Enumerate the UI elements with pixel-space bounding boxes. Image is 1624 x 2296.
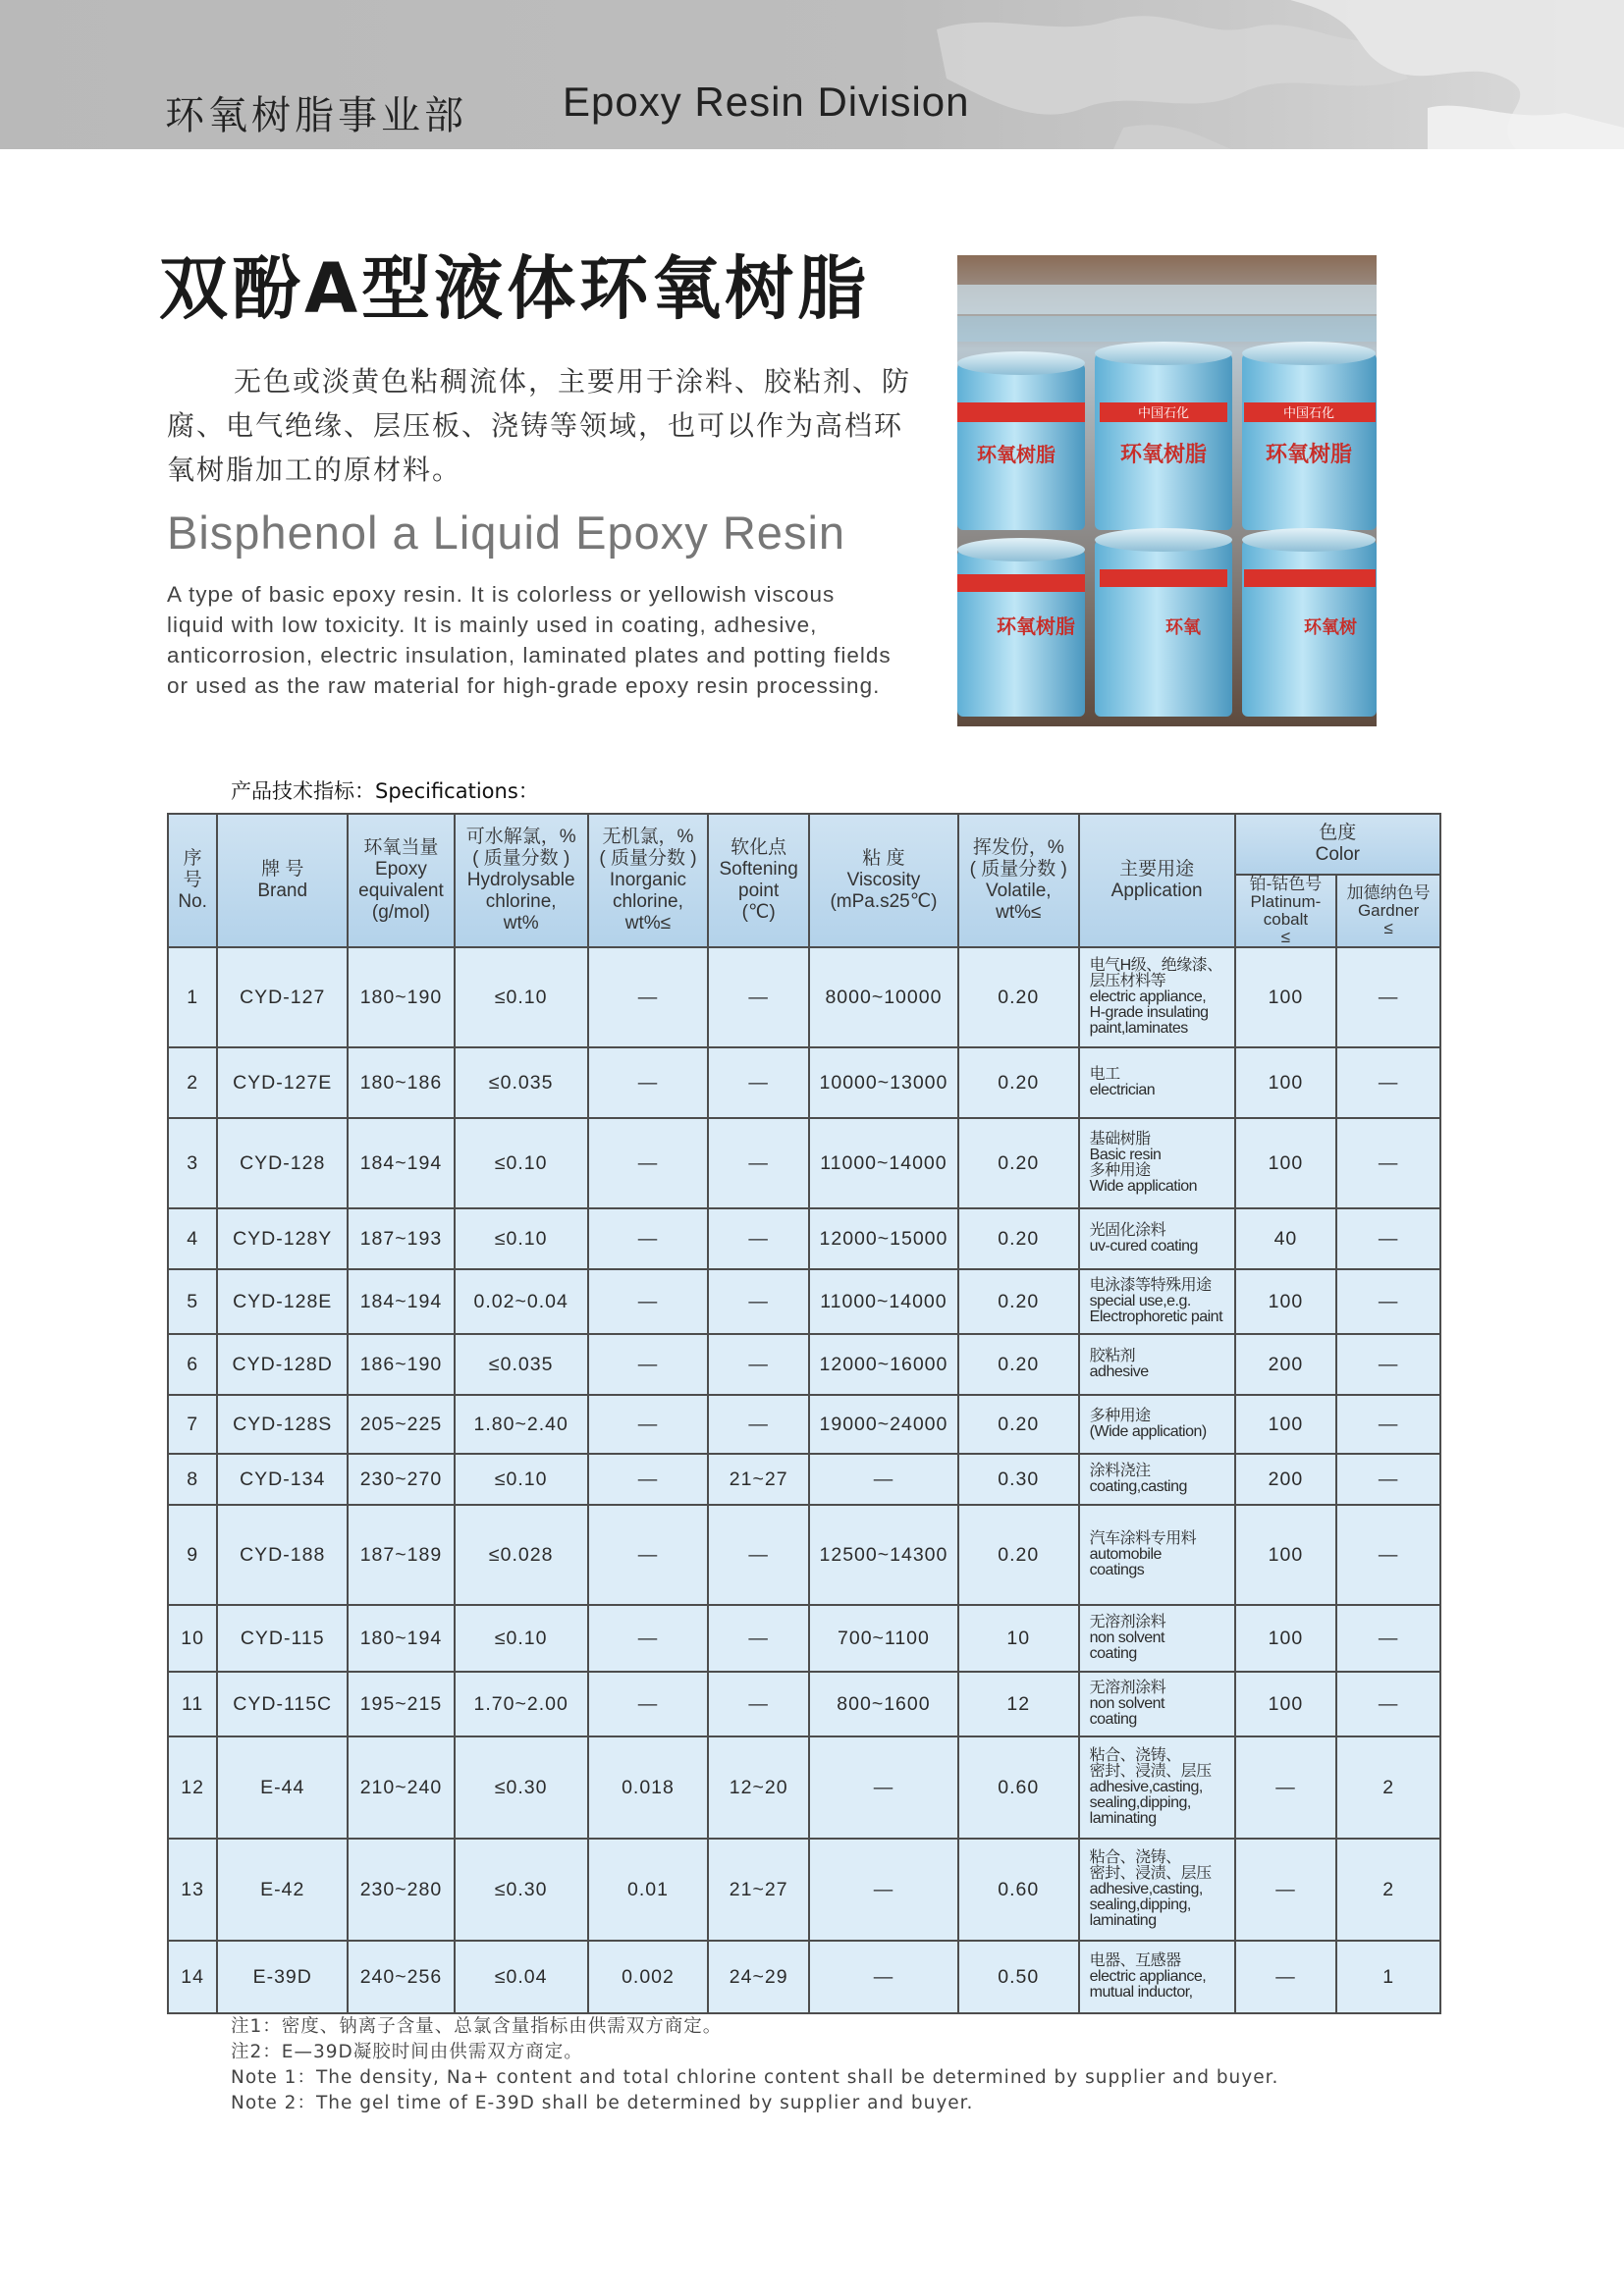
cell-soft: —: [708, 1505, 809, 1605]
cell-vol: 0.20: [958, 1118, 1079, 1208]
cell-brand: CYD-128: [217, 1118, 348, 1208]
svg-text:环氧树脂: 环氧树脂: [1265, 443, 1353, 467]
cell-inorg: 0.01: [588, 1839, 709, 1941]
cell-visc: 19000~24000: [809, 1395, 958, 1454]
cell-pt: —: [1235, 1839, 1337, 1941]
cell-gardner: —: [1336, 1395, 1440, 1454]
cell-soft: —: [708, 1047, 809, 1118]
cell-hydro: ≤0.10: [455, 1605, 588, 1672]
header-volatile: 挥发份，% ( 质量分数 ) Volatile, wt%≤: [958, 814, 1079, 947]
cell-epoxy: 240~256: [348, 1941, 455, 2013]
cell-no: 5: [168, 1269, 217, 1334]
spec-table: [167, 813, 1441, 2014]
cell-soft: —: [708, 1208, 809, 1269]
cell-no: 11: [168, 1672, 217, 1736]
cell-soft: 21~27: [708, 1839, 809, 1941]
cell-gardner: —: [1336, 1672, 1440, 1736]
table-row: [168, 1334, 1440, 1395]
cell-visc: 10000~13000: [809, 1047, 958, 1118]
cell-inorg: —: [588, 1395, 709, 1454]
cell-gardner: —: [1336, 1505, 1440, 1605]
cell-hydro: 1.70~2.00: [455, 1672, 588, 1736]
header-brand: 牌 号 Brand: [217, 814, 348, 947]
header-color: 色度 Color: [1235, 814, 1440, 875]
table-row: [168, 1736, 1440, 1839]
table-row: [168, 1454, 1440, 1505]
spec-label: 产品技术指标：Specifications：: [231, 779, 539, 803]
header-inorganic-chlorine: 无机氯，% ( 质量分数 ) Inorganic chlorine, wt%≤: [588, 814, 709, 947]
cell-pt: 100: [1235, 1505, 1337, 1605]
cell-inorg: —: [588, 1334, 709, 1395]
cell-inorg: —: [588, 1672, 709, 1736]
cell-epoxy: 195~215: [348, 1672, 455, 1736]
table-row: [168, 947, 1440, 1047]
note-1-en: Note 1：The density, Na+ content and total chlorine content shall be determined by supplier and buyer.: [231, 2067, 1279, 2088]
cell-epoxy: 186~190: [348, 1334, 455, 1395]
cell-gardner: —: [1336, 947, 1440, 1047]
world-map-decoration: [878, 0, 1624, 149]
cell-epoxy: 187~189: [348, 1505, 455, 1605]
cell-app: 无溶剂涂料 non solvent coating: [1079, 1672, 1235, 1736]
cell-gardner: —: [1336, 1269, 1440, 1334]
cell-no: 3: [168, 1118, 217, 1208]
division-name-cn: 环氧树脂事业部: [165, 93, 467, 138]
cell-hydro: 0.02~0.04: [455, 1269, 588, 1334]
cell-soft: —: [708, 1334, 809, 1395]
cell-hydro: ≤0.04: [455, 1941, 588, 2013]
cell-visc: 11000~14000: [809, 1118, 958, 1208]
cell-brand: E-42: [217, 1839, 348, 1941]
cell-pt: —: [1235, 1736, 1337, 1839]
cell-vol: 0.20: [958, 947, 1079, 1047]
table-row: [168, 1269, 1440, 1334]
cell-epoxy: 180~190: [348, 947, 455, 1047]
cell-epoxy: 180~194: [348, 1605, 455, 1672]
cell-brand: CYD-115C: [217, 1672, 348, 1736]
cell-inorg: —: [588, 1047, 709, 1118]
cell-epoxy: 205~225: [348, 1395, 455, 1454]
header-epoxy-equivalent: 环氧当量 Epoxy equivalent (g/mol): [348, 814, 455, 947]
cell-pt: 100: [1235, 1047, 1337, 1118]
cell-inorg: —: [588, 1454, 709, 1505]
header-gardner: 加德纳色号 Gardner ≤: [1336, 875, 1440, 947]
note-1-cn: 注1：密度、钠离子含量、总氯含量指标由供需双方商定。: [231, 2016, 723, 2037]
cell-brand: CYD-128E: [217, 1269, 348, 1334]
header-band: [0, 0, 1624, 149]
drum-brand-text: 中国石化: [1137, 406, 1190, 421]
cell-gardner: 1: [1336, 1941, 1440, 2013]
note-2-cn: 注2：E—39D凝胶时间由供需双方商定。: [231, 2042, 583, 2062]
cell-epoxy: 184~194: [348, 1269, 455, 1334]
cell-brand: CYD-128S: [217, 1395, 348, 1454]
cell-epoxy: 184~194: [348, 1118, 455, 1208]
cell-epoxy: 180~186: [348, 1047, 455, 1118]
cell-pt: 100: [1235, 1605, 1337, 1672]
cell-hydro: ≤0.10: [455, 947, 588, 1047]
cell-vol: 0.20: [958, 1395, 1079, 1454]
header-no: 序 号 No.: [168, 814, 217, 947]
cell-no: 4: [168, 1208, 217, 1269]
cell-gardner: 2: [1336, 1736, 1440, 1839]
cell-pt: 100: [1235, 1269, 1337, 1334]
cell-app: 涂料浇注 coating,casting: [1079, 1454, 1235, 1505]
cell-app: 电气H级、绝缘漆、 层压材料等 electric appliance, H-grade insulating paint,laminates: [1079, 947, 1235, 1047]
page-title: 双酚A型液体环氧树脂: [159, 248, 871, 329]
cell-app: 电器、互感器 electric appliance, mutual inductor,: [1079, 1941, 1235, 2013]
cell-no: 8: [168, 1454, 217, 1505]
cell-visc: 12000~15000: [809, 1208, 958, 1269]
cell-brand: CYD-128Y: [217, 1208, 348, 1269]
cell-soft: —: [708, 1269, 809, 1334]
cell-app: 基础树脂 Basic resin 多种用途 Wide application: [1079, 1118, 1235, 1208]
cell-no: 2: [168, 1047, 217, 1118]
cell-vol: 0.50: [958, 1941, 1079, 2013]
cell-vol: 0.20: [958, 1269, 1079, 1334]
division-name-en: Epoxy Resin Division: [563, 79, 970, 125]
cell-app: 电泳漆等特殊用途 special use,e.g. Electrophoretic paint: [1079, 1269, 1235, 1334]
spec-table-body: [168, 947, 1440, 2013]
cell-pt: 100: [1235, 1672, 1337, 1736]
cell-no: 1: [168, 947, 217, 1047]
cell-gardner: —: [1336, 1454, 1440, 1505]
cell-epoxy: 187~193: [348, 1208, 455, 1269]
table-row: [168, 1839, 1440, 1941]
cell-soft: 24~29: [708, 1941, 809, 2013]
cell-epoxy: 210~240: [348, 1736, 455, 1839]
cell-hydro: ≤0.30: [455, 1839, 588, 1941]
cell-gardner: —: [1336, 1605, 1440, 1672]
cell-app: 无溶剂涂料 non solvent coating: [1079, 1605, 1235, 1672]
cell-brand: CYD-127: [217, 947, 348, 1047]
cell-visc: 12500~14300: [809, 1505, 958, 1605]
cell-no: 10: [168, 1605, 217, 1672]
header-platinum-cobalt: 铂-钴色号 Platinum-cobalt ≤: [1235, 875, 1337, 947]
cell-pt: 100: [1235, 1118, 1337, 1208]
table-row: [168, 1941, 1440, 2013]
header-application: 主要用途 Application: [1079, 814, 1235, 947]
cell-soft: —: [708, 1672, 809, 1736]
intro-cn: 无色或淡黄色粘稠流体，主要用于涂料、胶粘剂、防腐、电气绝缘、层压板、浇铸等领域，也可以作为高档环氧树脂加工的原材料。: [167, 365, 912, 486]
cell-inorg: 0.018: [588, 1736, 709, 1839]
cell-hydro: ≤0.10: [455, 1454, 588, 1505]
cell-vol: 0.20: [958, 1047, 1079, 1118]
product-drums-photo: [957, 255, 1377, 726]
cell-pt: 40: [1235, 1208, 1337, 1269]
cell-epoxy: 230~270: [348, 1454, 455, 1505]
cell-visc: 800~1600: [809, 1672, 958, 1736]
table-row: [168, 1505, 1440, 1605]
cell-vol: 10: [958, 1605, 1079, 1672]
cell-soft: —: [708, 1395, 809, 1454]
svg-text:环氧树脂: 环氧树脂: [977, 443, 1056, 466]
svg-text:环氧树: 环氧树: [1304, 617, 1357, 638]
cell-app: 光固化涂料 uv-cured coating: [1079, 1208, 1235, 1269]
cell-inorg: —: [588, 1208, 709, 1269]
cell-epoxy: 230~280: [348, 1839, 455, 1941]
header-softening-point: 软化点 Softening point (℃): [708, 814, 809, 947]
cell-brand: CYD-115: [217, 1605, 348, 1672]
cell-gardner: —: [1336, 1118, 1440, 1208]
cell-hydro: ≤0.10: [455, 1118, 588, 1208]
cell-vol: 12: [958, 1672, 1079, 1736]
cell-soft: —: [708, 1605, 809, 1672]
cell-inorg: —: [588, 1505, 709, 1605]
cell-app: 电工 electrician: [1079, 1047, 1235, 1118]
cell-inorg: —: [588, 1269, 709, 1334]
cell-no: 13: [168, 1839, 217, 1941]
cell-no: 6: [168, 1334, 217, 1395]
cell-brand: CYD-134: [217, 1454, 348, 1505]
svg-text:环氧: 环氧: [1165, 617, 1201, 638]
cell-soft: —: [708, 947, 809, 1047]
cell-hydro: ≤0.035: [455, 1334, 588, 1395]
cell-app: 多种用途 (Wide application): [1079, 1395, 1235, 1454]
subtitle-en: Bisphenol a Liquid Epoxy Resin: [167, 507, 846, 559]
intro-en: A type of basic epoxy resin. It is colorless or yellowish viscous liquid with low toxicity. It is mainly used in coating, adhesive, anticorrosion, electric insulation, laminated plates and potting fields or used as the raw material for high-grade epoxy resin processing.: [167, 582, 892, 698]
header-hydrolysable-chlorine: 可水解氯，% ( 质量分数 ) Hydrolysable chlorine, wt%: [455, 814, 588, 947]
cell-pt: 100: [1235, 947, 1337, 1047]
cell-hydro: ≤0.028: [455, 1505, 588, 1605]
cell-gardner: 2: [1336, 1839, 1440, 1941]
cell-visc: —: [809, 1454, 958, 1505]
table-row: [168, 1395, 1440, 1454]
cell-vol: 0.60: [958, 1736, 1079, 1839]
note-2-en: Note 2：The gel time of E-39D shall be determined by supplier and buyer.: [231, 2093, 974, 2113]
cell-vol: 0.60: [958, 1839, 1079, 1941]
cell-hydro: ≤0.10: [455, 1208, 588, 1269]
notes: [231, 2014, 1278, 2116]
cell-vol: 0.20: [958, 1334, 1079, 1395]
cell-brand: E-39D: [217, 1941, 348, 2013]
cell-visc: 11000~14000: [809, 1269, 958, 1334]
table-row: [168, 1047, 1440, 1118]
cell-hydro: ≤0.035: [455, 1047, 588, 1118]
cell-pt: 100: [1235, 1395, 1337, 1454]
cell-visc: 12000~16000: [809, 1334, 958, 1395]
cell-visc: —: [809, 1839, 958, 1941]
cell-app: 胶粘剂 adhesive: [1079, 1334, 1235, 1395]
cell-inorg: 0.002: [588, 1941, 709, 2013]
cell-inorg: —: [588, 1118, 709, 1208]
cell-visc: 8000~10000: [809, 947, 958, 1047]
drum-label-text: 环氧树脂: [1119, 443, 1208, 467]
table-row: [168, 1605, 1440, 1672]
cell-soft: 12~20: [708, 1736, 809, 1839]
cell-gardner: —: [1336, 1334, 1440, 1395]
table-row: [168, 1118, 1440, 1208]
cell-inorg: —: [588, 1605, 709, 1672]
cell-no: 9: [168, 1505, 217, 1605]
cell-vol: 0.20: [958, 1505, 1079, 1605]
cell-inorg: —: [588, 947, 709, 1047]
header-viscosity: 粘 度 Viscosity (mPa.s25℃): [809, 814, 958, 947]
cell-pt: —: [1235, 1941, 1337, 2013]
cell-soft: 21~27: [708, 1454, 809, 1505]
cell-brand: E-44: [217, 1736, 348, 1839]
cell-visc: —: [809, 1736, 958, 1839]
cell-brand: CYD-128D: [217, 1334, 348, 1395]
cell-soft: —: [708, 1118, 809, 1208]
cell-no: 14: [168, 1941, 217, 2013]
cell-gardner: —: [1336, 1047, 1440, 1118]
cell-gardner: —: [1336, 1208, 1440, 1269]
cell-pt: 200: [1235, 1454, 1337, 1505]
cell-hydro: ≤0.30: [455, 1736, 588, 1839]
table-row: [168, 1672, 1440, 1736]
cell-vol: 0.30: [958, 1454, 1079, 1505]
table-row: [168, 1208, 1440, 1269]
cell-vol: 0.20: [958, 1208, 1079, 1269]
cell-brand: CYD-188: [217, 1505, 348, 1605]
cell-no: 12: [168, 1736, 217, 1839]
cell-pt: 200: [1235, 1334, 1337, 1395]
cell-brand: CYD-127E: [217, 1047, 348, 1118]
svg-text:环氧树脂: 环氧树脂: [997, 614, 1075, 638]
cell-app: 粘合、浇铸、 密封、浸渍、层压 adhesive,casting, sealing,dipping, laminating: [1079, 1839, 1235, 1941]
cell-app: 汽车涂料专用料 automobile coatings: [1079, 1505, 1235, 1605]
cell-visc: 700~1100: [809, 1605, 958, 1672]
cell-no: 7: [168, 1395, 217, 1454]
cell-hydro: 1.80~2.40: [455, 1395, 588, 1454]
svg-text:中国石化: 中国石化: [1282, 406, 1335, 421]
cell-app: 粘合、浇铸、 密封、浸渍、层压 adhesive,casting, sealing,dipping, laminating: [1079, 1736, 1235, 1839]
cell-visc: —: [809, 1941, 958, 2013]
